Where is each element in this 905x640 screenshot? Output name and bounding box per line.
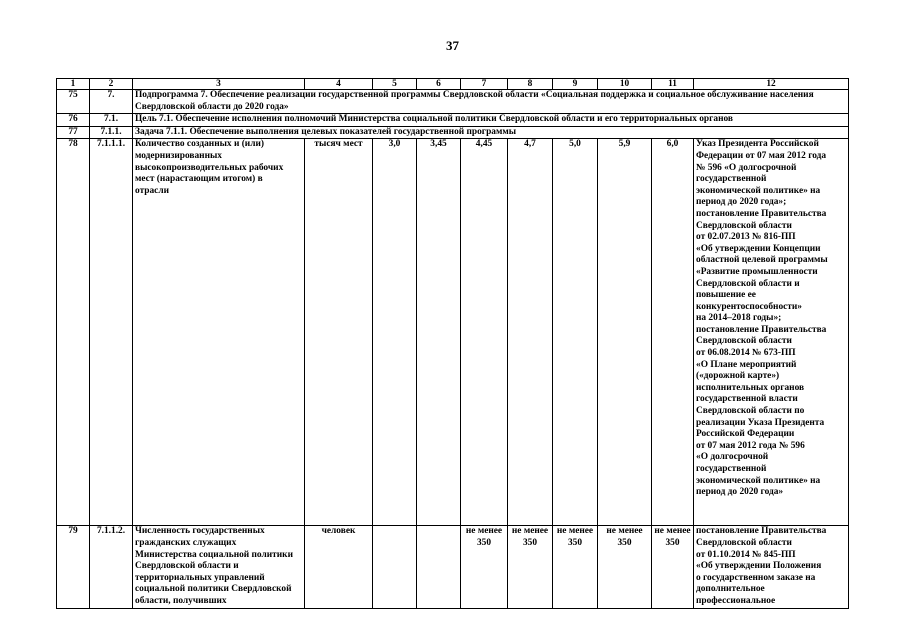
legal-basis-line: Федерации от 07 мая 2012 года xyxy=(696,150,827,161)
legal-basis-line: от 07 мая 2012 года № 596 xyxy=(696,440,805,451)
row-number: 77 xyxy=(57,126,90,139)
table-row xyxy=(57,114,849,127)
table-row xyxy=(57,139,849,526)
value-line: не менее xyxy=(606,526,643,537)
legal-basis-line: Свердловской области xyxy=(696,336,792,347)
legal-basis-line: реализации Указа Президента xyxy=(696,417,825,428)
value-cell xyxy=(373,526,417,608)
value-cell: 6,0 xyxy=(652,139,694,526)
column-header: 2 xyxy=(90,79,133,90)
legal-basis-line: Свердловской области xyxy=(696,537,792,548)
legal-basis-line: исполнительных органов xyxy=(696,382,805,393)
indicator-name xyxy=(133,526,305,608)
column-header: 4 xyxy=(305,79,373,90)
value-line: не менее xyxy=(511,526,549,537)
column-header: 6 xyxy=(417,79,461,90)
column-header: 1 xyxy=(57,79,90,90)
legal-basis-line: «О Плане мероприятий xyxy=(696,359,797,370)
indicator-name-line: территориальных управлений xyxy=(135,572,265,583)
indicator-name-line: социальной политики Свердловской xyxy=(135,584,292,595)
indicator-name-line: Количество созданных и (или) xyxy=(135,139,264,150)
legal-basis-line: «Об утверждении Концепции xyxy=(696,243,821,254)
indicator-name-line: высокопроизводительных рабочих xyxy=(135,162,284,173)
legal-basis xyxy=(694,139,849,526)
value-line: 350 xyxy=(476,537,492,548)
legal-basis-line: экономической политике» на xyxy=(696,185,821,196)
unit: тысяч мест xyxy=(305,139,373,526)
indicator-name-line: Министерства социальной политики xyxy=(135,549,293,560)
page-number: 37 xyxy=(446,38,459,53)
value-line: 350 xyxy=(617,537,632,548)
legal-basis-line: постановление Правительства xyxy=(696,324,827,335)
table-row xyxy=(57,526,849,608)
legal-basis-line: от 02.07.2013 № 816-ПП xyxy=(696,232,796,243)
legal-basis-line: государственной власти xyxy=(696,394,798,405)
value-cell xyxy=(417,526,461,608)
value-line: 350 xyxy=(665,537,680,548)
column-header: 5 xyxy=(373,79,417,90)
legal-basis-line: профессиональное xyxy=(696,595,776,606)
row-code: 7.1.1.2. xyxy=(90,526,133,608)
table-row xyxy=(57,90,849,114)
indicator-name-line: Численность государственных xyxy=(135,526,265,537)
indicator-name-line: Свердловской области и xyxy=(135,561,239,572)
indicator-name xyxy=(133,139,305,526)
column-header: 10 xyxy=(598,79,652,90)
indicator-name-line: отрасли xyxy=(135,185,170,196)
legal-basis-line: Свердловской области по xyxy=(696,406,805,417)
value-cell: 4,7 xyxy=(508,139,553,526)
indicator-name-line: гражданских служащих xyxy=(135,537,237,548)
indicator-name-line: модернизированных xyxy=(135,150,222,161)
value-cell xyxy=(652,526,694,608)
value-cell: 5,0 xyxy=(553,139,598,526)
legal-basis-line: Указ Президента Российской xyxy=(696,139,819,150)
value-cell xyxy=(553,526,598,608)
value-cell: 4,45 xyxy=(461,139,508,526)
column-header: 8 xyxy=(508,79,553,90)
legal-basis-line: на 2014–2018 годы»; xyxy=(696,313,782,324)
legal-basis-line: «Развитие промышленности xyxy=(696,266,818,277)
row-number: 78 xyxy=(57,139,90,526)
indicator-name-line: области, получивших xyxy=(135,595,227,606)
column-header: 3 xyxy=(133,79,305,90)
goal-title: Цель 7.1. Обеспечение исполнения полномочий Министерства социальной политики Свердловской области и его территориальных органов xyxy=(133,114,849,127)
legal-basis-line: экономической политике» на xyxy=(696,475,821,486)
value-line: не менее xyxy=(465,526,503,537)
value-cell xyxy=(508,526,553,608)
indicator-name-line: мест (нарастающим итогом) в xyxy=(135,174,263,185)
legal-basis-line: «Об утверждении Положения xyxy=(696,561,822,572)
legal-basis-line: («дорожной карте») xyxy=(696,371,780,382)
column-header: 9 xyxy=(553,79,598,90)
legal-basis-line: государственной xyxy=(696,464,767,474)
legal-basis-line: Свердловской области xyxy=(696,220,792,231)
row-code: 7.1.1.1. xyxy=(90,139,133,526)
legal-basis-line: период до 2020 года» xyxy=(696,487,784,498)
row-number: 75 xyxy=(57,90,90,114)
value-cell: 5,9 xyxy=(598,139,652,526)
legal-basis-line: от 01.10.2014 № 845-ПП xyxy=(696,549,796,560)
legal-basis-line: «О долгосрочной xyxy=(696,452,769,463)
legal-basis-line: дополнительное xyxy=(696,584,765,595)
legal-basis-line: о государственном заказе на xyxy=(696,572,816,583)
table-row xyxy=(57,126,849,139)
legal-basis-line: Российской Федерации xyxy=(696,429,795,440)
value-line: 350 xyxy=(567,537,583,548)
unit: человек xyxy=(305,526,373,608)
value-line: не менее xyxy=(556,526,594,537)
row-code: 7.1.1. xyxy=(90,126,133,139)
column-header: 11 xyxy=(652,79,694,90)
legal-basis-line: период до 2020 года»; xyxy=(696,197,787,208)
value-cell xyxy=(598,526,652,608)
row-number: 76 xyxy=(57,114,90,127)
legal-basis-line: постановление Правительства xyxy=(696,208,827,219)
legal-basis-line: областной целевой программы xyxy=(696,255,828,266)
task-title: Задача 7.1.1. Обеспечение выполнения целевых показателей государственной программы xyxy=(133,126,849,139)
column-header: 7 xyxy=(461,79,508,90)
legal-basis xyxy=(694,526,849,608)
legal-basis-line: постановление Правительства xyxy=(696,526,827,537)
legal-basis-line: конкурентоспособности» xyxy=(696,301,802,312)
row-code: 7. xyxy=(90,90,133,114)
legal-basis-line: повышение ее xyxy=(696,290,756,301)
row-code: 7.1. xyxy=(90,114,133,127)
value-cell: 3,0 xyxy=(373,139,417,526)
legal-basis-line: от 06.08.2014 № 673-ПП xyxy=(696,348,796,359)
column-header: 12 xyxy=(694,79,849,90)
row-number: 79 xyxy=(57,526,90,608)
value-cell xyxy=(461,526,508,608)
legal-basis-line: Свердловской области и xyxy=(696,278,800,289)
value-line: 350 xyxy=(522,537,538,548)
legal-basis-line: № 596 «О долгосрочной xyxy=(696,162,797,173)
value-cell: 3,45 xyxy=(417,139,461,526)
value-line: не менее xyxy=(654,526,691,537)
legal-basis-line: государственной xyxy=(696,174,767,185)
subprogram-title: Подпрограмма 7. Обеспечение реализации государственной программы Свердловской области «Социальная поддержка и социальное обслуживание населения Свердловской области до 2020 года» xyxy=(133,90,849,114)
indicators-table xyxy=(56,78,849,609)
column-header-row xyxy=(57,79,849,90)
